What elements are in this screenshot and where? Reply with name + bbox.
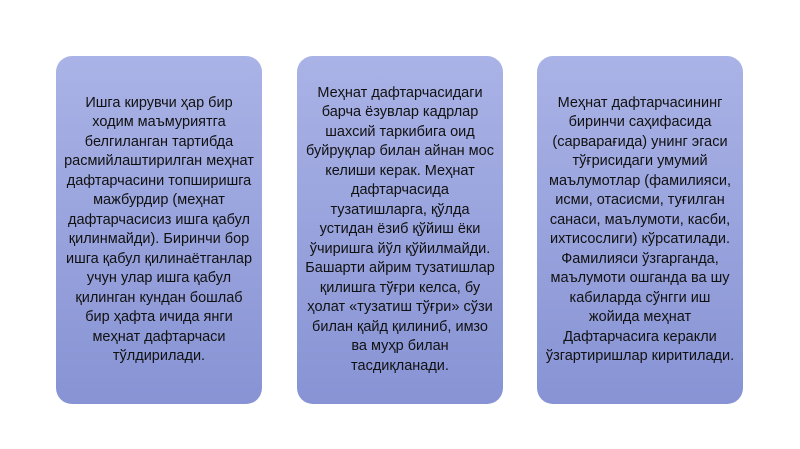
info-card-2 — [297, 56, 503, 404]
card-3-text: Меҳнат дафтарчасининг биринчи саҳифасида (сарварағида) унинг эгаси тўғрисидаги умумий маълумотлар (фамилияси, исми, отасисми, туғилган санаси, маълумоти, касби, ихтисослиги) кўрсатилади. Фамилияси ўзгарганда, маълумоти ошганда ва шу кабиларда сўнгги иш жойида меҳнат Дафтарчасига керакли ўзгартиришлар киритилади. — [545, 94, 735, 364]
info-card-1 — [56, 56, 262, 404]
card-2-text: Меҳнат дафтарчасидаги барча ёзувлар кадрлар шахсий таркибига оид буйруқлар билан айнан мос келиши керак. Меҳнат дафтарчасида тузатишларга, қўлда устидан ёзиб қўйиш ёки ўчиришга йўл қўйилмайди. Башарти айрим тузатишлар қилишга тўғри келса, бу ҳолат «тузатиш тўғри» сўзи билан қайд қилиниб, имзо ва муҳр билан тасдиқланади. — [305, 84, 495, 374]
info-card-3 — [537, 56, 743, 404]
card-1-text: Ишга кирувчи ҳар бир ходим маъмуриятга белгиланган тартибда расмийлаштирилган меҳнат дафтарчасини топширишга мажбурдир (меҳнат дафтарчасисиз ишга қабул қилинмайди). Биринчи бор ишга қабул қилинаётганлар учун улар ишга қабул қилинган кундан бошлаб бир ҳафта ичида янги меҳнат дафтарчаси тўлдирилади. — [64, 94, 254, 364]
